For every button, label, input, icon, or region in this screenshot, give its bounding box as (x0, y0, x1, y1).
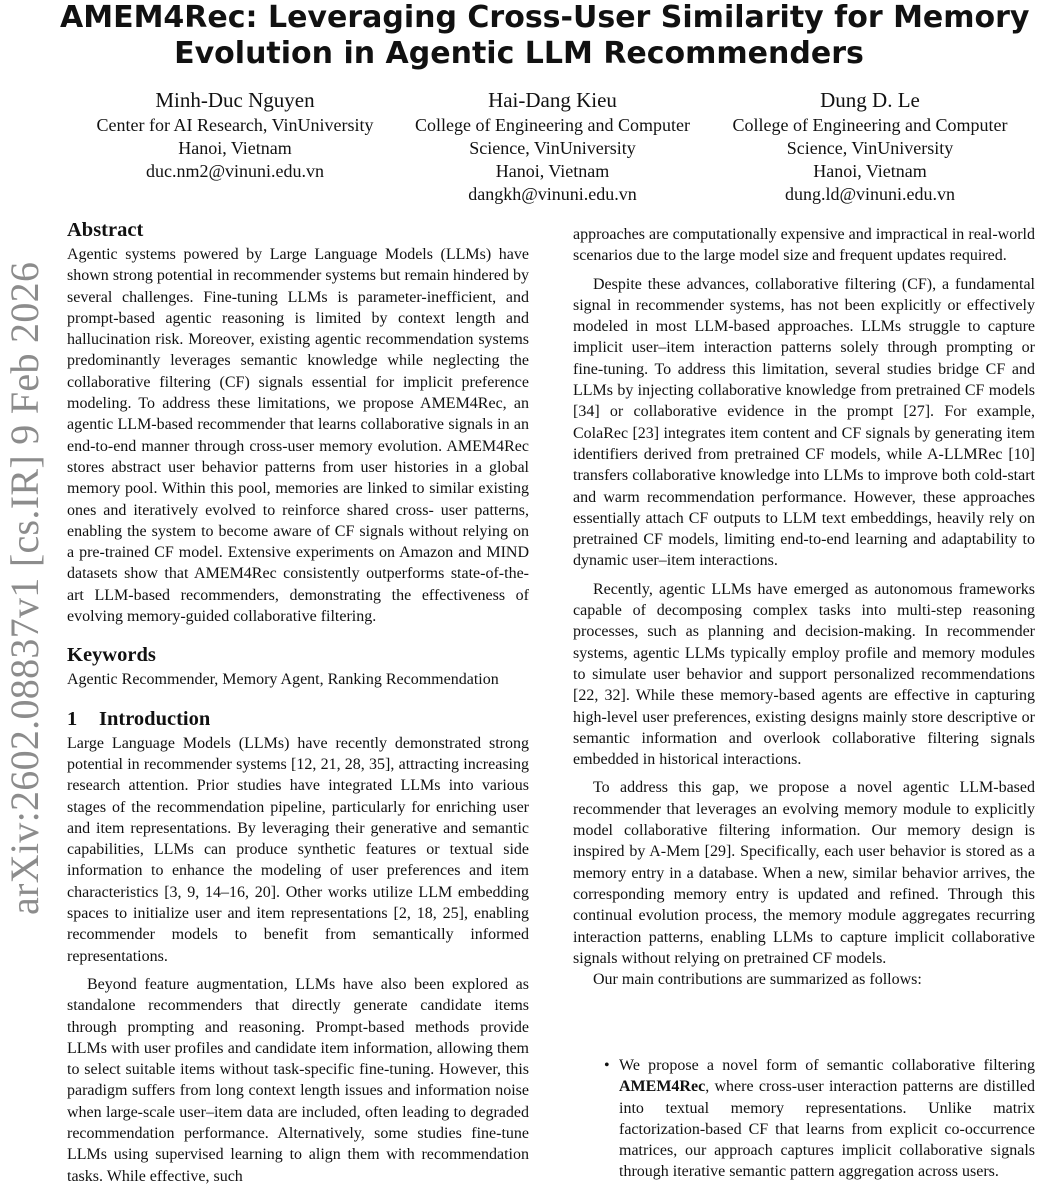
section-number: 1 (67, 707, 78, 730)
right-column (573, 224, 1035, 990)
author-2 (398, 86, 708, 206)
author-affiliation: College of Engineering and Computer Science, VinUniversity (415, 115, 690, 158)
introduction-heading (67, 705, 529, 733)
intro-paragraph-5: To address this gap, we propose a novel agentic LLM-based recommender that leverages an evolving memory module to explicitly model collaborative filtering information. Our memory design is inspired by A-Mem [29]. Specifically, each user behavior is stored as a memory entry in a database. When a new, similar behavior arrives, the corresponding memory entry is updated and refined. Through this continual evolution process, the memory module aggregates recurring interaction patterns, enabling LLMs to capture implicit collaborative signals without relying on pretrained CF models. (573, 779, 1035, 967)
author-name: Minh-Duc Nguyen (155, 88, 315, 112)
intro-paragraph-2: Beyond feature augmentation, LLMs have also been explored as standalone recommenders that directly generate candidate items through prompting and reasoning. Prompt-based methods provide LLMs with user profiles and candidate item information, allowing them to select suitable items without task-specific fine-tuning. However, this paradigm suffers from long context length issues and information noise when large-scale user–item data are included, often leading to degraded recommendation performance. Alternatively, some studies fine-tune LLMs using supervised learning to align them with recommendation tasks. While effective, such (67, 975, 529, 1185)
author-email[interactable]: dangkh@vinuni.edu.vn (468, 184, 637, 204)
author-email[interactable]: dung.ld@vinuni.edu.vn (784, 184, 956, 204)
intro-paragraph-3: Despite these advances, collaborative filtering (CF), a fundamental signal in recommender systems, has not been explicitly or effectively modeled in most LLM-based approaches. LLMs struggle to capture implicit user–item interaction patterns solely through prompting or fine-tuning. To address this limitation, several studies bridge CF and LLMs by injecting collaborative knowledge from pretrained CF models [34] or collaborative evidence in the prompt [27]. For example, ColaRec [23] integrates item content and CF signals by generating item identifiers derived from pretrained CF models, while A-LLMRec [10] transfers collaborative knowledge into LLMs to improve both cold-start and warm recommendation performance. However, these approaches essentially attach CF outputs to LLM text embeddings, heavily rely on pretrained CF models, limiting end-to-end learning and adaptability to dynamic user–item interactions. (573, 275, 1035, 570)
author-location: Hanoi, Vietnam (813, 161, 927, 181)
intro-paragraph-2-continued: approaches are computationally expensive and impractical in real-world scenarios due to the large model size and frequent updates required. (573, 226, 1035, 265)
author-location: Hanoi, Vietnam (178, 138, 292, 158)
author-location: Hanoi, Vietnam (495, 161, 610, 181)
section-title: Introduction (99, 707, 211, 730)
intro-paragraph-4: Recently, agentic LLMs have emerged as autonomous frameworks capable of decomposing complex tasks into multi-step reasoning processes, such as planning and decision-making. In recommender systems, agentic LLMs typically employ profile and memory modules to simulate user behavior and support personalized recommendations [22, 32]. While these memory-based agents are effective in capturing high-level user preferences, existing designs mainly store descriptive or semantic information and overlook collaborative filtering signals embedded in historical interactions. (573, 580, 1035, 769)
list-item (573, 1055, 1035, 1183)
arxiv-identifier: arXiv:2602.08837v1 [cs.IR] 9 Feb 2026 (2, 261, 47, 915)
keywords-heading: Keywords (67, 644, 156, 667)
author-name: Hai-Dang Kieu (488, 88, 617, 112)
intro-paragraph-6: Our main contributions are summarized as follows: (593, 971, 922, 989)
bullet-icon: • (604, 1057, 610, 1074)
title-line-1: AMEM4Rec: Leveraging Cross-User Similarity for Memory (60, 0, 1030, 35)
left-column (67, 216, 529, 1187)
bullet-text-bold: AMEM4Rec (619, 1078, 706, 1096)
author-3 (715, 86, 1025, 206)
author-email[interactable]: duc.nm2@vinuni.edu.vn (145, 161, 325, 181)
abstract-heading: Abstract (67, 219, 144, 241)
author-name: Dung D. Le (820, 88, 920, 112)
intro-paragraph-1: Large Language Models (LLMs) have recently demonstrated strong potential in recommender systems [12, 21, 28, 35], attracting increasing research attention. Prior studies have integrated LLMs into various stages of the recommendation pipeline, particularly for enriching user and item representations. By leveraging their generative and semantic capabilities, LLMs can produce synthetic features or textual side information to enhance the modeling of user preferences and item characteristics [3, 9, 14–16, 20]. Other works utilize LLM embedding spaces to initialize user and item representations [2, 18, 25], enabling recommender models to benefit from semantically informed representations. (67, 734, 529, 965)
author-affiliation: Center for AI Research, VinUniversity (96, 115, 374, 135)
abstract-text: Agentic systems powered by Large Language Models (LLMs) have shown strong potential in recommender systems but remain hindered by several challenges. Fine-tuning LLMs is parameter-inefficient, and prompt-based agentic reasoning is limited by context length and hallucination risk. Moreover, existing agentic recommendation systems predominantly leverages semantic knowledge while neglecting the collaborative filtering (CF) signals essential for implicit preference modeling. To address these limitations, we propose AMEM4Rec, an agentic LLM-based recommender that learns collaborative signals in an end-to-end manner through cross-user memory evolution. AMEM4Rec stores abstract user behavior patterns from user histories in a global memory pool. Within this pool, memories are linked to similar existing ones and iteratively evolved to reinforce shared cross- user patterns, enabling the system to become aware of CF signals without relying on a pre-trained CF model. Extensive experiments on Amazon and MIND datasets show that AMEM4Rec consistently outperforms state-of-the-art LLM-based recommenders, demonstrating the effectiveness of evolving memory-guided collaborative filtering. (67, 246, 529, 626)
title-line-2: Evolution in Agentic LLM Recommenders (174, 36, 864, 71)
bullet-text-pre: We propose a novel form of semantic collaborative filtering (619, 1057, 1035, 1074)
author-1 (80, 86, 390, 206)
paper-title (60, 0, 1030, 72)
bullet-text-post: , where cross-user interaction patterns are distilled into textual memory representations. Unlike matrix factorization-based CF that learns from explicit co-occurrence matrices, our approach captures implicit collaborative signals through iterative semantic pattern aggregation across users. (619, 1078, 1035, 1181)
keywords-text: Agentic Recommender, Memory Agent, Ranking Recommendation (67, 671, 499, 689)
contributions-list (573, 1055, 1035, 1183)
author-block (80, 86, 1025, 206)
author-affiliation: College of Engineering and Computer Science, VinUniversity (732, 115, 1008, 158)
